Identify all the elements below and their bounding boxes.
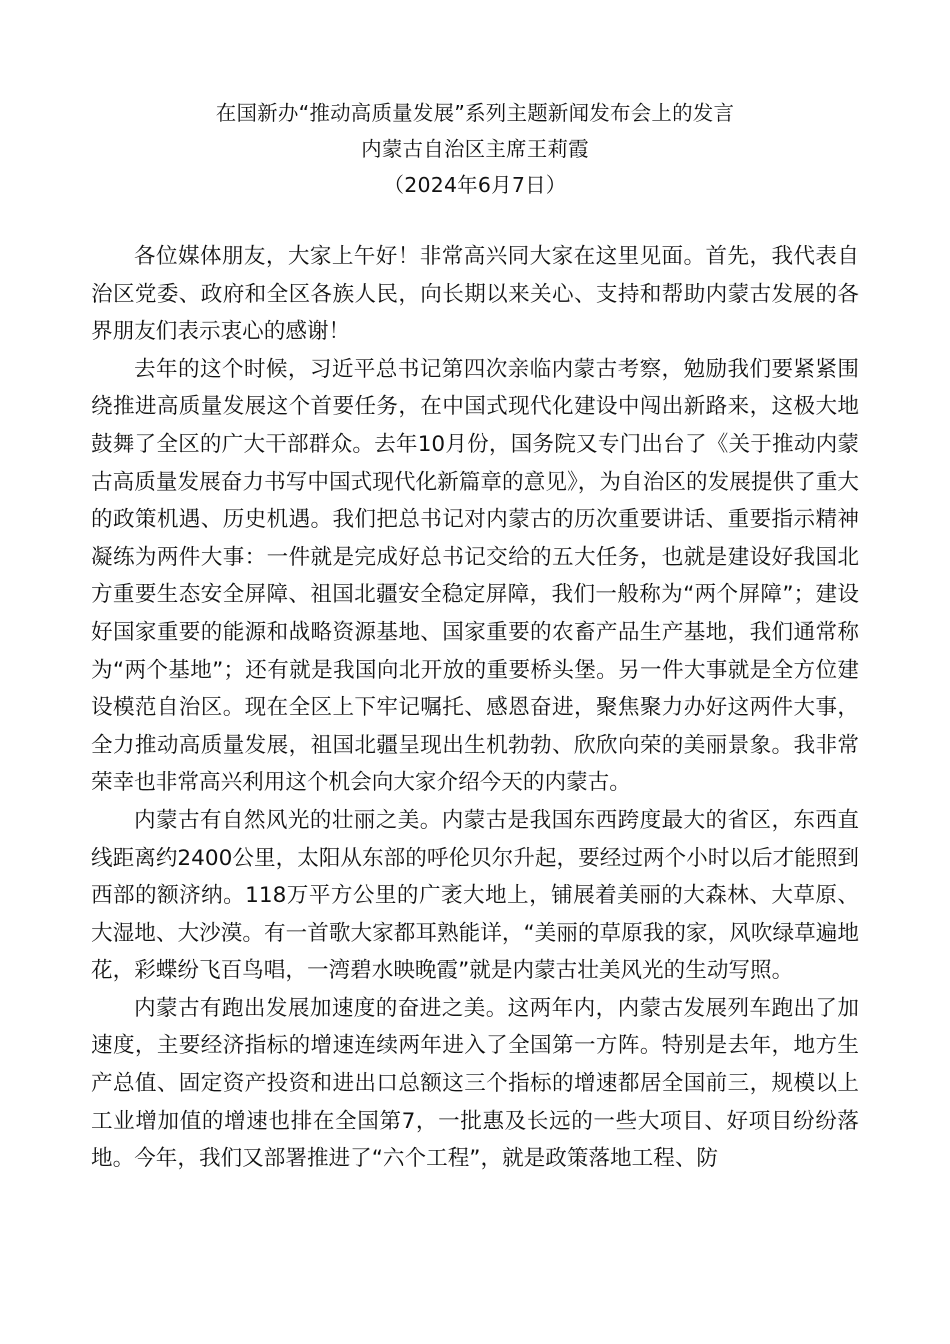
document-title: 在国新办“推动高质量发展”系列主题新闻发布会上的发言 bbox=[215, 101, 735, 125]
date-line: （2024年6月7日） bbox=[383, 173, 567, 197]
paragraph-natural-beauty: 内蒙古有自然风光的壮丽之美。内蒙古是我国东西跨度最大的省区，东西直线距离约2400公里，太阳从东部的呼伦贝尔升起，要经过两个小时以后才能照到西部的额济纳。118万平方公里的广袤大地上，铺展着美丽的大森林、大草原、大湿地、大沙漠。有一首歌大家都耳熟能详，“美丽的草原我的家，风吹绿草遍地花，彩蝶纷飞百鸟唱，一湾碧水映晚霞”就是内蒙古壮美风光的生动写照。 bbox=[91, 807, 859, 984]
paragraph-development: 内蒙古有跑出发展加速度的奋进之美。这两年内，内蒙古发展列车跑出了加速度，主要经济指标的增速连续两年进入了全国第一方阵。特别是去年，地方生产总值、固定资产投资和进出口总额这三个指标的增速都居全国前三，规模以上工业增加值的增速也排在全国第7，一批惠及长远的一些大项目、好项目纷纷落地。今年，我们又部署推进了“六个工程”，就是政策落地工程、防 bbox=[91, 995, 859, 1172]
document-body bbox=[91, 238, 859, 1178]
speaker-line: 内蒙古自治区主席王莉霞 bbox=[361, 137, 589, 161]
document-header bbox=[0, 95, 950, 203]
paragraph-background: 去年的这个时候，习近平总书记第四次亲临内蒙古考察，勉励我们要紧紧围绕推进高质量发展这个首要任务，在中国式现代化建设中闯出新路来，这极大地鼓舞了全区的广大干部群众。去年10月份，国务院又专门出台了《关于推动内蒙古高质量发展奋力书写中国式现代化新篇章的意见》，为自治区的发展提供了重大的政策机遇、历史机遇。我们把总书记对内蒙古的历次重要讲话、重要指示精神凝练为两件大事：一件就是完成好总书记交给的五大任务，也就是建设好我国北方重要生态安全屏障、祖国北疆安全稳定屏障，我们一般称为“两个屏障”；建设好国家重要的能源和战略资源基地、国家重要的农畜产品生产基地，我们通常称为“两个基地”；还有就是我国向北开放的重要桥头堡。另一件大事就是全方位建设模范自治区。现在全区上下牢记嘱托、感恩奋进，聚焦聚力办好这两件大事，全力推动高质量发展，祖国北疆呈现出生机勃勃、欣欣向荣的美丽景象。我非常荣幸也非常高兴利用这个机会向大家介绍今天的内蒙古。 bbox=[91, 356, 859, 796]
paragraph-greeting: 各位媒体朋友，大家上午好！非常高兴同大家在这里见面。首先，我代表自治区党委、政府和全区各族人民，向长期以来关心、支持和帮助内蒙古发展的各界朋友们表示衷心的感谢！ bbox=[91, 244, 859, 345]
